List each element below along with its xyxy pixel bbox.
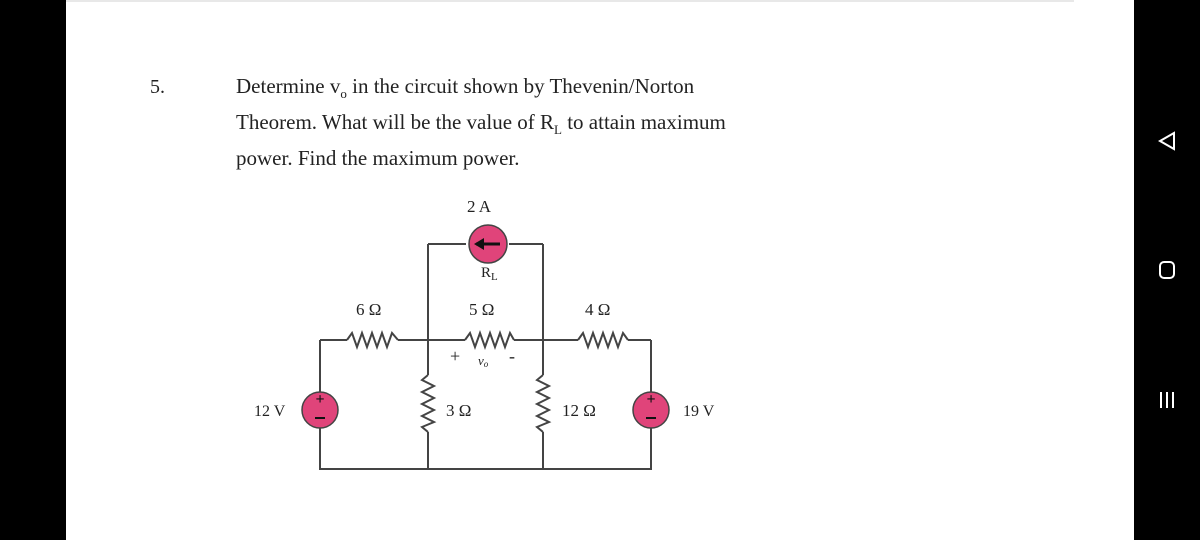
current-source [469, 225, 507, 263]
line-2-a: Theorem. What will be the value of R [236, 110, 555, 135]
resistor-3 [422, 375, 434, 432]
line-2-b: to attain maximum [561, 110, 726, 135]
line-1-a: Determine v [236, 74, 341, 98]
vo-plus: + [450, 346, 461, 366]
label-12ohm: 12 Ω [562, 401, 596, 420]
label-19v: 19 V [683, 403, 715, 420]
question-line-3: power. Find the maximum power. [236, 146, 520, 171]
recents-icon[interactable] [1156, 389, 1178, 411]
home-icon[interactable] [1156, 259, 1178, 281]
system-nav-bar [1134, 0, 1200, 540]
vo-minus: - [509, 346, 515, 366]
label-6ohm: 6 Ω [356, 300, 382, 319]
back-icon[interactable] [1156, 130, 1178, 152]
label-3ohm: 3 Ω [446, 401, 472, 420]
resistor-5 [465, 333, 514, 347]
voltage-source-19 [633, 391, 669, 428]
resistor-4 [578, 333, 628, 347]
line-1-b: in the circuit shown by Thevenin/Norton [346, 74, 695, 98]
voltage-source-12 [302, 391, 338, 428]
vo-label: vo [478, 353, 489, 369]
label-4ohm: 4 Ω [585, 300, 611, 319]
resistor-12 [537, 375, 549, 432]
label-5ohm: 5 Ω [469, 300, 495, 319]
plus-icon: + [315, 391, 325, 408]
rl-subscript: L [554, 122, 562, 138]
resistor-6 [347, 333, 398, 347]
question-number: 5. [150, 76, 165, 98]
label-2a: 2 A [467, 197, 492, 216]
label-rl: $R_L$ [481, 265, 498, 283]
plus-icon: + [646, 391, 656, 408]
label-12v: 12 V [254, 403, 286, 420]
vo-subscript: o [340, 86, 347, 102]
